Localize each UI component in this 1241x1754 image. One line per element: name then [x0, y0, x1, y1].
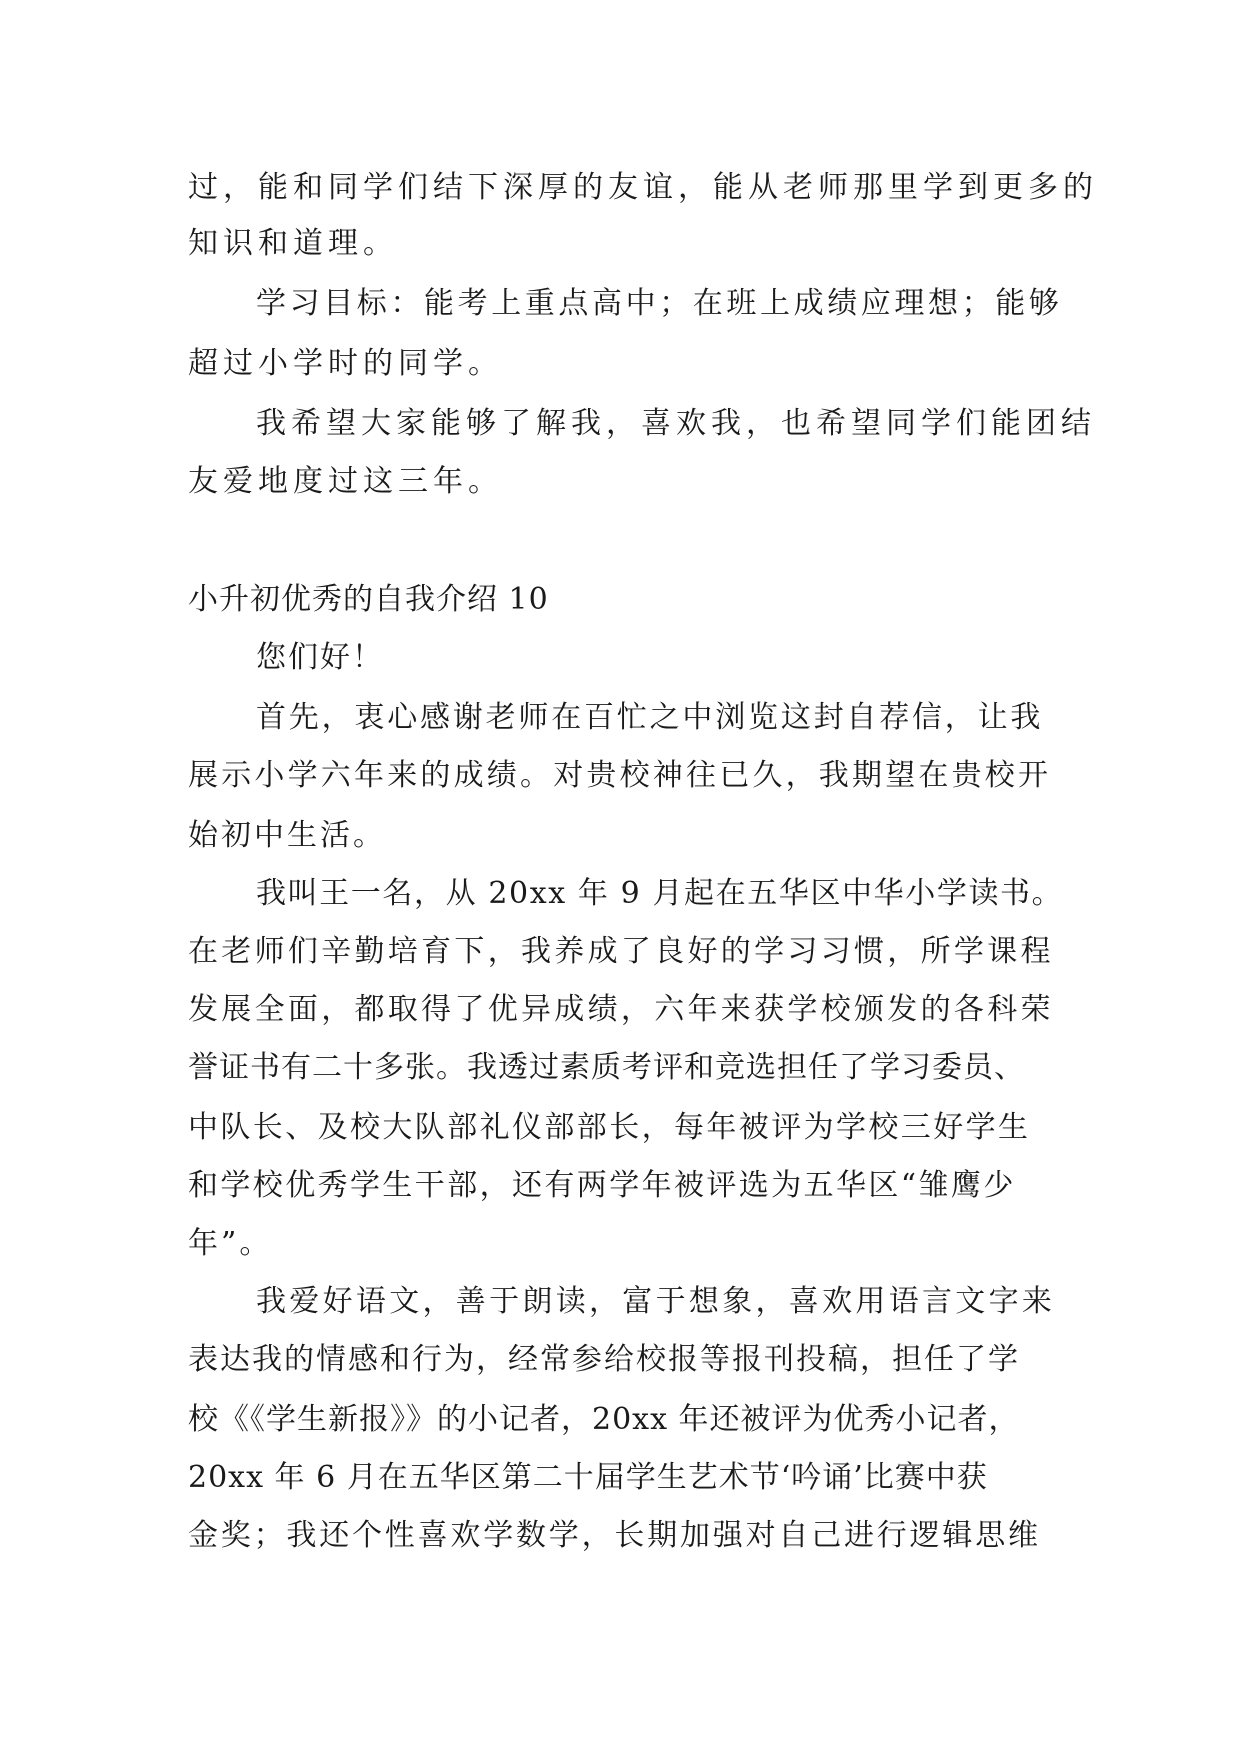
text-line: 超过小学时的同学。 [188, 346, 503, 381]
text-line: 知识和道理。 [188, 226, 398, 261]
paragraph-first-line: 我爱好语文，善于朗读，富于想象，喜欢用语言文字来 [256, 1284, 1056, 1319]
section-heading: 小升初优秀的自我介绍 10 [188, 582, 549, 617]
text-line: 20xx 年 6 月在五华区第二十届学生艺术节‘吟诵’比赛中获 [188, 1460, 988, 1495]
text-line: 展示小学六年来的成绩。对贵校神往已久，我期望在贵校开 [188, 758, 1052, 793]
text-line: 金奖；我还个性喜欢学数学，长期加强对自己进行逻辑思维 [188, 1518, 1041, 1553]
text-line: 誉证书有二十多张。我透过素质考评和竞选担任了学习委员、 [188, 1050, 1025, 1085]
text-line: 中队长、及校大队部礼仪部部长，每年被评为学校三好学生 [188, 1110, 1031, 1145]
text-line: 和学校优秀学生干部，还有两学年被评选为五华区“雏鹰少 [188, 1168, 1016, 1203]
paragraph-first-line: 我叫王一名，从 20xx 年 9 月起在五华区中华小学读书。 [256, 876, 1064, 911]
paragraph-first-line: 学习目标：能考上重点高中；在班上成绩应理想；能够 [256, 286, 1063, 321]
text-line: 表达我的情感和行为，经常参给校报等报刊投稿，担任了学 [188, 1342, 1020, 1377]
paragraph-first-line: 首先，衷心感谢老师在百忙之中浏览这封自荐信，让我 [256, 700, 1044, 735]
greeting-line: 您们好！ [256, 640, 384, 675]
paragraph-first-line: 我希望大家能够了解我，喜欢我，也希望同学们能团结 [256, 406, 1096, 441]
text-line: 过，能和同学们结下深厚的友谊，能从老师那里学到更多的 [188, 170, 1098, 205]
text-line: 友爱地度过这三年。 [188, 464, 503, 499]
text-line: 在老师们辛勤培育下，我养成了良好的学习习惯，所学课程 [188, 934, 1054, 969]
text-line: 始初中生活。 [188, 818, 386, 853]
text-line: 发展全面，都取得了优异成绩，六年来获学校颁发的各科荣 [188, 992, 1054, 1027]
text-line: 年”。 [188, 1226, 273, 1261]
text-line: 校《《学生新报》》的小记者，20xx 年还被评为优秀小记者， [188, 1402, 1020, 1437]
